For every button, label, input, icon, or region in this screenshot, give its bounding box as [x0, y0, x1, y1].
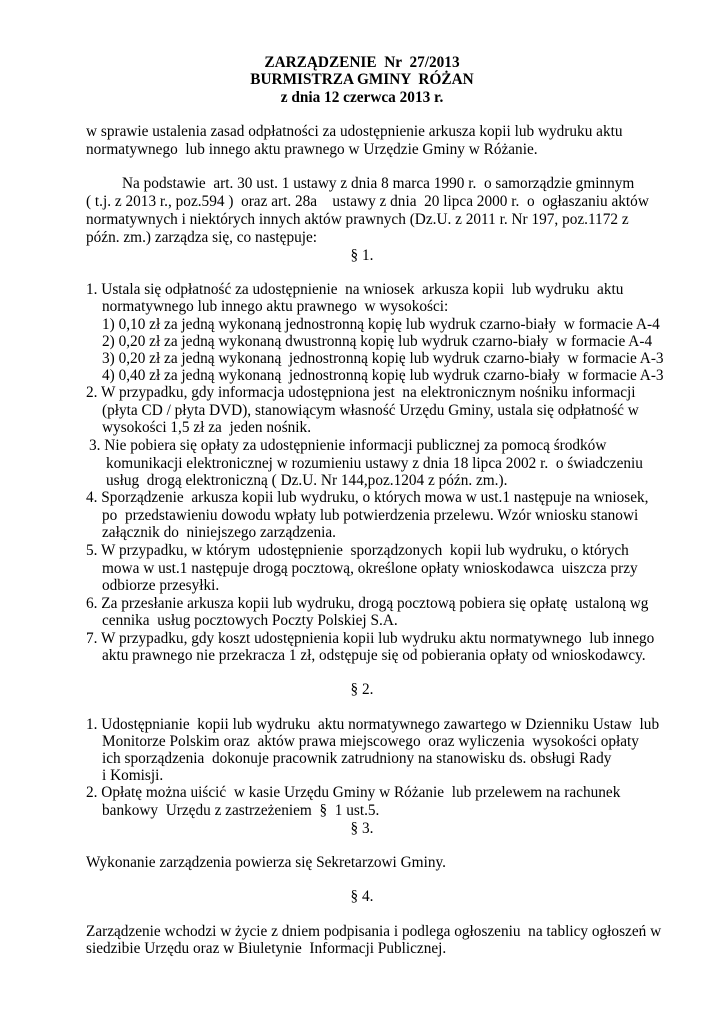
- s1-line: 1. Ustala się odpłatność za udostępnienie na wniosek arkusza kopii lub wydruku aktu: [86, 281, 624, 298]
- subject-line: normatywnego lub innego aktu prawnego w Urzędzie Gminy w Różanie.: [86, 141, 538, 158]
- title-line-2: BURMISTRZA GMINY RÓŻAN: [250, 71, 474, 88]
- section-heading-1: § 1.: [350, 247, 374, 264]
- s1-line: 4. Sporządzenie arkusza kopii lub wydruku, o których mowa w ust.1 następuje na wniosek,: [86, 489, 649, 506]
- s1-line: wysokości 1,5 zł za jeden nośnik.: [102, 419, 312, 436]
- s1-line: 2) 0,20 zł za jedną wykonaną dwustronną kopię lub wydruk czarno-biały w formacie A-4: [102, 333, 653, 350]
- s1-line: 3. Nie pobiera się opłaty za udostępnienie informacji publicznej za pomocą środków: [89, 437, 607, 454]
- preamble-line: późn. zm.) zarządza się, co następuje:: [86, 229, 318, 246]
- preamble-line: ( t.j. z 2013 r., poz.594 ) oraz art. 28a ustawy z dnia 20 lipca 2000 r. o ogłaszaniu aktów: [86, 193, 649, 210]
- s1-line: 1) 0,10 zł za jedną wykonaną jednostronną kopię lub wydruk czarno-biały w formacie A-4: [102, 316, 660, 333]
- s2-line: 1. Udostępnianie kopii lub wydruku aktu normatywnego zawartego w Dzienniku Ustaw lub: [86, 716, 660, 733]
- s2-line: bankowy Urzędu z zastrzeżeniem § 1 ust.5.: [102, 802, 380, 819]
- s4-line: Zarządzenie wchodzi w życie z dniem podpisania i podlega ogłoszeniu na tablicy ogłoszeń w: [86, 923, 662, 940]
- subject-line: w sprawie ustalenia zasad odpłatności za udostępnienie arkusza kopii lub wydruku aktu: [86, 123, 623, 140]
- title-line-1: ZARZĄDZENIE Nr 27/2013: [264, 54, 460, 71]
- preamble-line: Na podstawie art. 30 ust. 1 ustawy z dnia 8 marca 1990 r. o samorządzie gminnym: [122, 175, 635, 192]
- s1-line: usług drogą elektroniczną ( Dz.U. Nr 144,poz.1204 z późn. zm.).: [106, 472, 508, 489]
- s1-line: załącznik do niniejszego zarządzenia.: [102, 524, 336, 541]
- s2-line: 2. Opłatę można uiścić w kasie Urzędu Gminy w Różanie lub przelewem na rachunek: [86, 784, 621, 801]
- title-line-3: z dnia 12 czerwca 2013 r.: [280, 89, 444, 106]
- s1-line: mowa w ust.1 następuje drogą pocztową, określone opłaty wnioskodawca uiszcza przy: [102, 560, 638, 577]
- s3-text: Wykonanie zarządzenia powierza się Sekretarzowi Gminy.: [86, 854, 446, 871]
- s1-line: 6. Za przesłanie arkusza kopii lub wydruku, drogą pocztową pobiera się opłatę ustaloną wg: [86, 595, 649, 612]
- s4-line: siedzibie Urzędu oraz w Biuletynie Informacji Publicznej.: [86, 940, 447, 957]
- s2-line: ich sporządzenia dokonuje pracownik zatrudniony na stanowisku ds. obsługi Rady: [102, 750, 612, 767]
- s1-line: 7. W przypadku, gdy koszt udostępnienia kopii lub wydruku aktu normatywnego lub innego: [86, 630, 655, 647]
- s1-line: normatywnego lub innego aktu prawnego w wysokości:: [102, 298, 449, 315]
- s1-line: cennika usług pocztowych Poczty Polskiej S.A.: [102, 612, 398, 629]
- section-heading-2: § 2.: [350, 681, 374, 698]
- section-heading-4: § 4.: [350, 888, 374, 905]
- s2-line: i Komisji.: [102, 767, 164, 784]
- s1-line: po przedstawieniu dowodu wpłaty lub potwierdzenia przelewu. Wzór wniosku stanowi: [102, 507, 639, 524]
- s1-line: odbiorze przesyłki.: [102, 577, 220, 594]
- s1-line: aktu prawnego nie przekracza 1 zł, odstępuje się od pobierania opłaty od wnioskodawcy.: [102, 647, 646, 664]
- s1-line: 2. W przypadku, gdy informacja udostępniona jest na elektronicznym nośniku informacji: [86, 384, 636, 401]
- s1-line: 5. W przypadku, w którym udostępnienie sporządzonych kopii lub wydruku, o których: [86, 542, 629, 559]
- preamble-line: normatywnych i niektórych innych aktów prawnych (Dz.U. z 2011 r. Nr 197, poz.1172 z: [86, 211, 629, 228]
- s1-line: (płyta CD / płyta DVD), stanowiącym własność Urzędu Gminy, ustala się odpłatność w: [102, 402, 639, 419]
- section-heading-3: § 3.: [350, 820, 374, 837]
- s1-line: 3) 0,20 zł za jedną wykonaną jednostronną kopię lub wydruk czarno-biały w formacie A-3: [102, 350, 664, 367]
- s1-line: 4) 0,40 zł za jedną wykonaną jednostronną kopię lub wydruk czarno-biały w formacie A-3: [102, 367, 664, 384]
- s1-line: komunikacji elektronicznej w rozumieniu ustawy z dnia 18 lipca 2002 r. o świadczeniu: [106, 455, 643, 472]
- s2-line: Monitorze Polskim oraz aktów prawa miejscowego oraz wyliczenia wysokości opłaty: [102, 733, 639, 750]
